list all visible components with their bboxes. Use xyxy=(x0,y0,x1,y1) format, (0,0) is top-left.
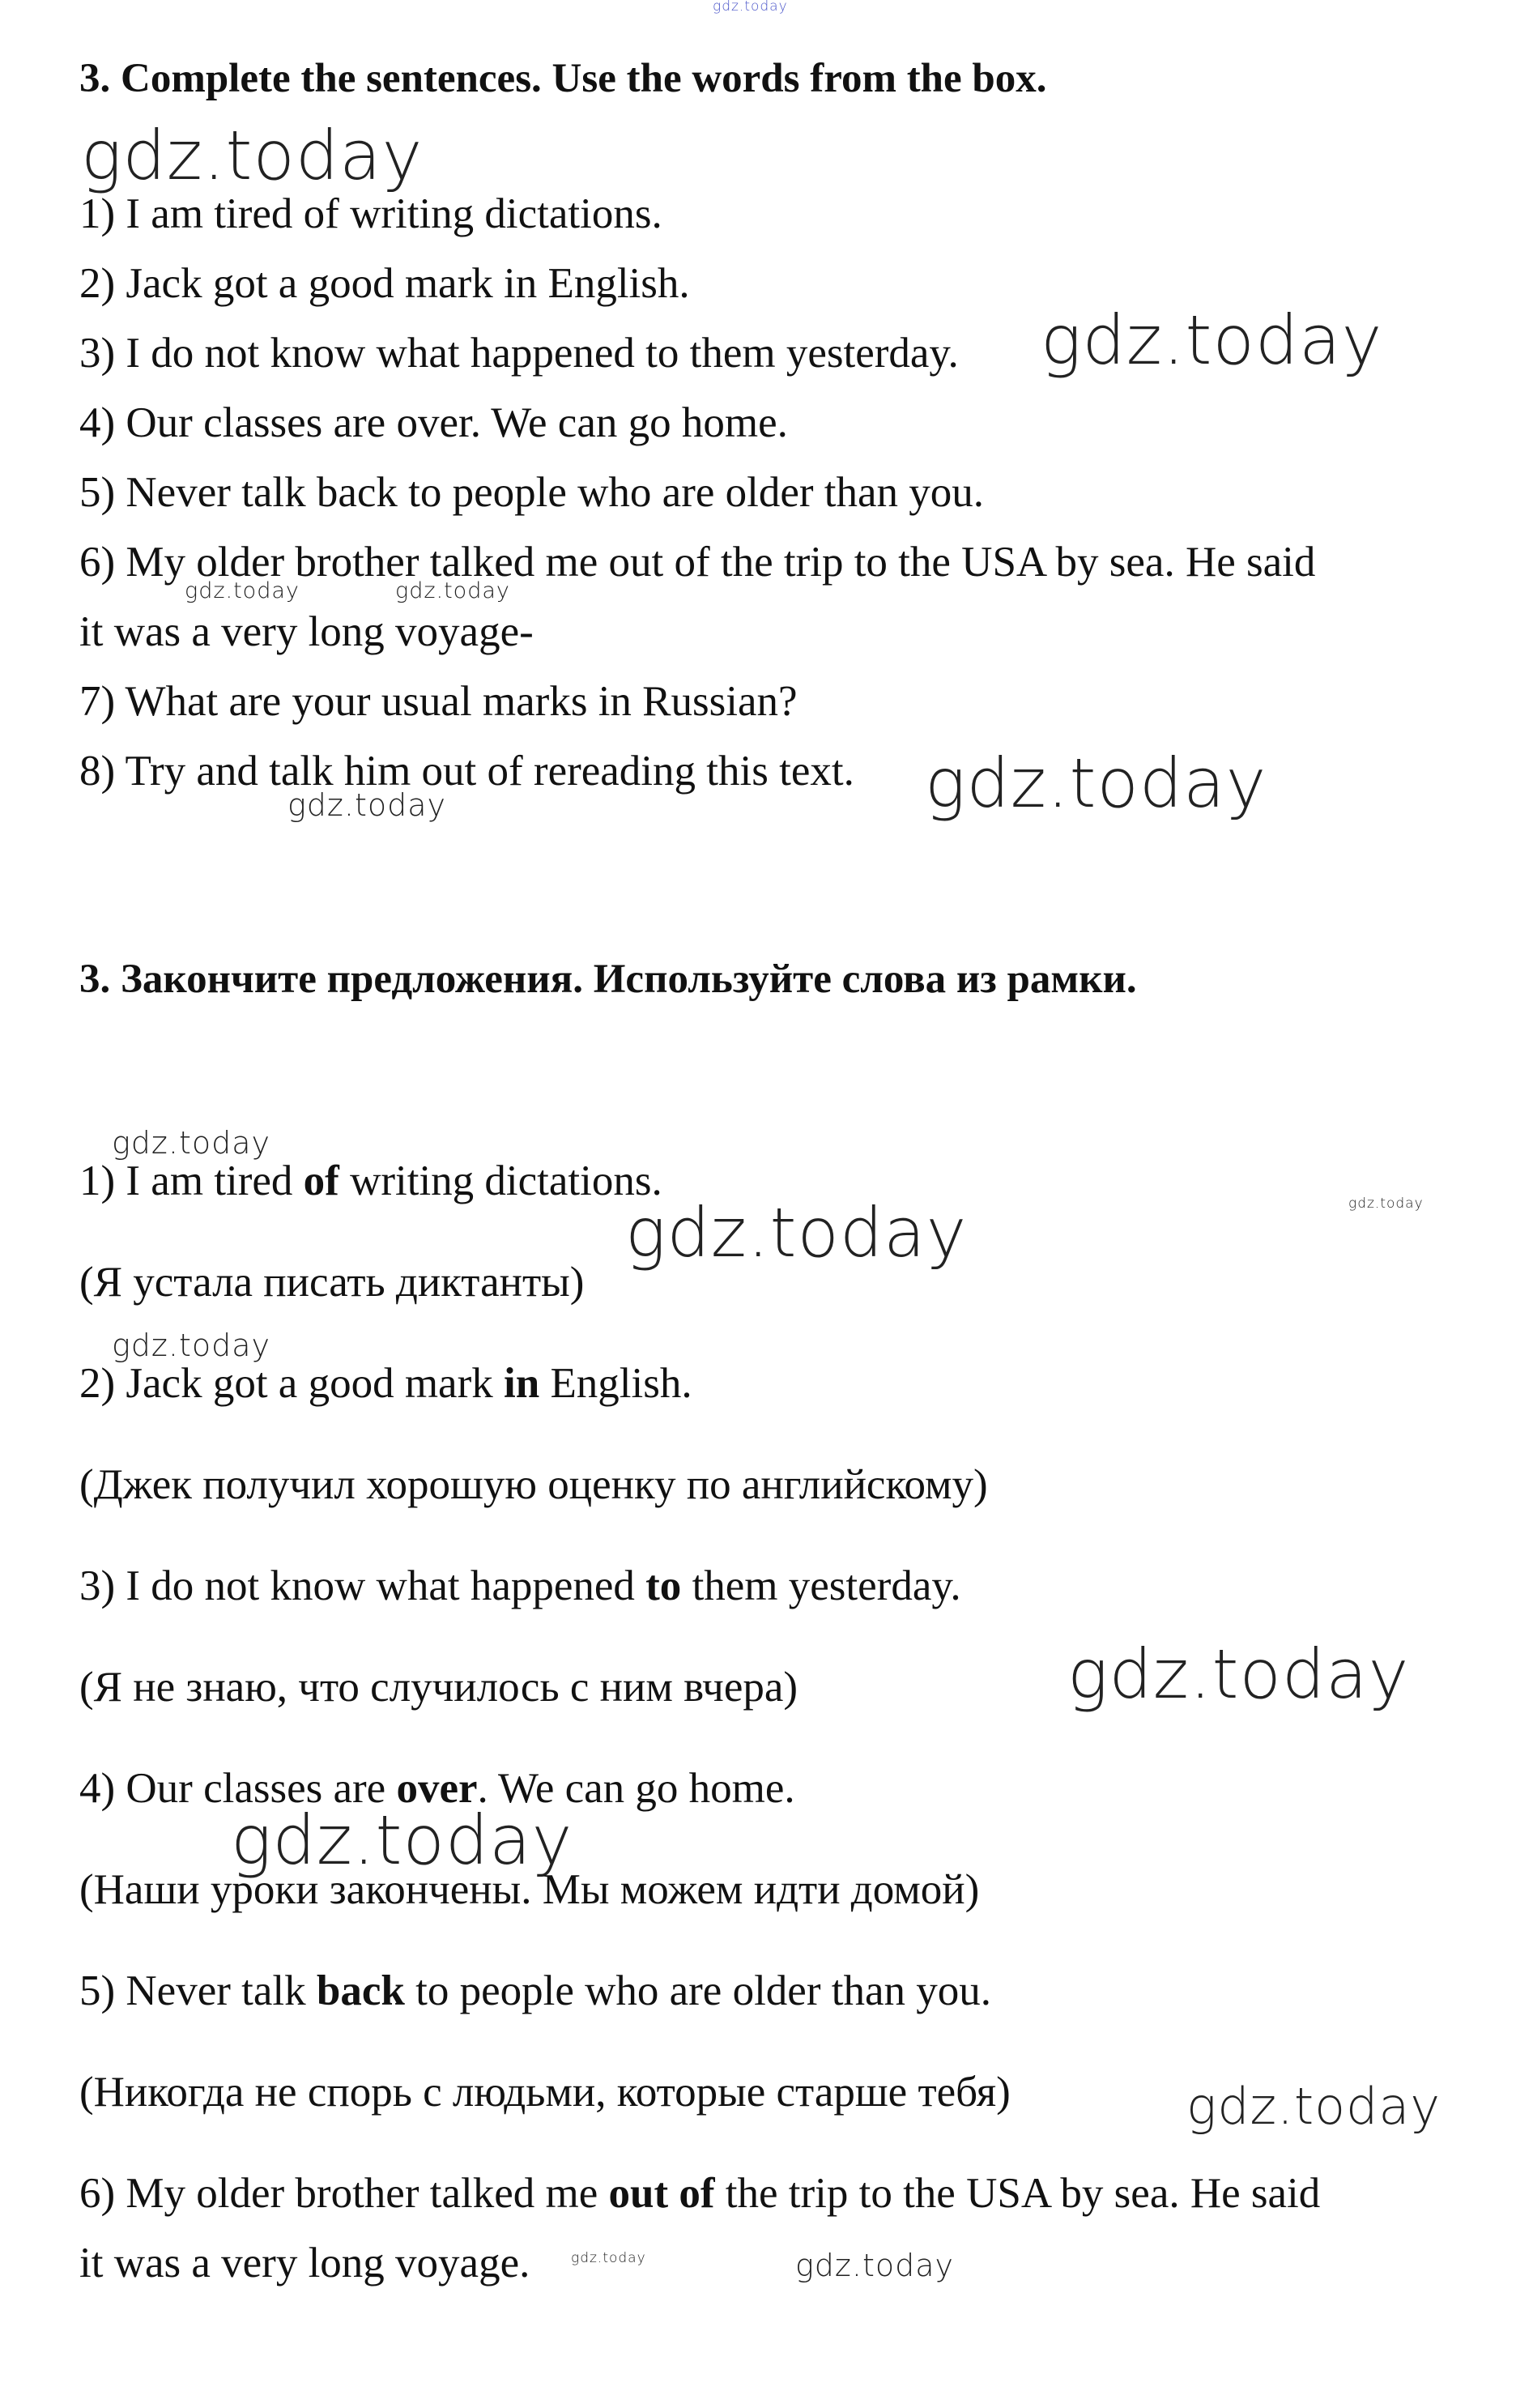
translation-4: (Наши уроки закончены. Мы можем идти домой) xyxy=(79,1866,980,1913)
sentence-6-continued: it was a very long voyage- xyxy=(79,608,534,655)
watermark: gdz.today xyxy=(112,1328,270,1363)
watermark: gdz.today xyxy=(231,1801,573,1880)
watermark: gdz.today xyxy=(81,116,424,195)
answer-text: them yesterday. xyxy=(681,1562,961,1609)
answer-1 xyxy=(79,1157,662,1204)
answer-word: over xyxy=(396,1765,478,1812)
answer-text: 2) Jack got a good mark xyxy=(79,1360,504,1407)
answer-word: back xyxy=(316,1967,405,2014)
answer-word: to xyxy=(645,1562,682,1609)
watermark: gdz.today xyxy=(795,2248,954,2283)
watermark: gdz.today xyxy=(713,0,788,15)
translation-2: (Джек получил хорошую оценку по английскому) xyxy=(79,1461,988,1508)
answer-4 xyxy=(79,1767,795,1810)
answer-text: 5) Never talk xyxy=(79,1967,317,2014)
answer-3 xyxy=(79,1562,961,1609)
answer-6-continued: it was a very long voyage. xyxy=(79,2240,530,2287)
answer-text: English. xyxy=(539,1360,692,1407)
sentence-1: 1) I am tired of writing dictations. xyxy=(79,190,662,237)
answer-word: of xyxy=(303,1157,339,1204)
answer-text: the trip to the USA by sea. He said xyxy=(714,2170,1321,2217)
sentence-8: 8) Try and talk him out of rereading this text. xyxy=(79,748,854,795)
watermark: gdz.today xyxy=(625,1193,968,1272)
answer-word: out of xyxy=(608,2170,715,2217)
answer-6 xyxy=(79,2172,1320,2215)
answer-word: in xyxy=(503,1360,540,1407)
answer-5 xyxy=(79,1967,991,2014)
answer-text: 3) I do not know what happened xyxy=(79,1562,646,1609)
watermark: gdz.today xyxy=(287,787,446,823)
answer-text: 4) Our classes are xyxy=(79,1765,397,1812)
translation-3: (Я не знаю, что случилось с ним вчера) xyxy=(79,1664,798,1711)
sentence-4: 4) Our classes are over. We can go home. xyxy=(79,399,788,446)
watermark: gdz.today xyxy=(1348,1195,1424,1212)
watermark: gdz.today xyxy=(925,744,1267,823)
answer-text: to people who are older than you. xyxy=(404,1967,991,2014)
russian-heading: 3. Закончите предложения. Используйте слова из рамки. xyxy=(79,957,1137,1002)
sentence-6: 6) My older brother talked me out of the trip to the USA by sea. He said xyxy=(79,539,1316,586)
watermark: gdz.today xyxy=(112,1125,270,1161)
watermark: gdz.today xyxy=(185,578,300,603)
watermark: gdz.today xyxy=(1186,2077,1441,2136)
watermark: gdz.today xyxy=(1067,1634,1410,1714)
answer-2 xyxy=(79,1362,692,1405)
answer-text: 1) I am tired xyxy=(79,1157,304,1204)
watermark: gdz.today xyxy=(395,578,510,603)
sentence-2: 2) Jack got a good mark in English. xyxy=(79,260,690,307)
answer-text: writing dictations. xyxy=(339,1157,662,1204)
english-heading: 3. Complete the sentences. Use the words from the box. xyxy=(79,56,1047,101)
sentence-5: 5) Never talk back to people who are older than you. xyxy=(79,469,985,516)
sentence-7: 7) What are your usual marks in Russian? xyxy=(79,678,798,725)
watermark: gdz.today xyxy=(571,2250,646,2266)
sentence-3: 3) I do not know what happened to them yesterday. xyxy=(79,330,959,377)
answer-text: 6) My older brother talked me xyxy=(79,2170,609,2217)
watermark: gdz.today xyxy=(1041,300,1383,380)
translation-1: (Я устала писать диктанты) xyxy=(79,1259,585,1306)
translation-5: (Никогда не спорь с людьми, которые старше тебя) xyxy=(79,2069,1011,2116)
answer-text: . We can go home. xyxy=(477,1765,795,1812)
